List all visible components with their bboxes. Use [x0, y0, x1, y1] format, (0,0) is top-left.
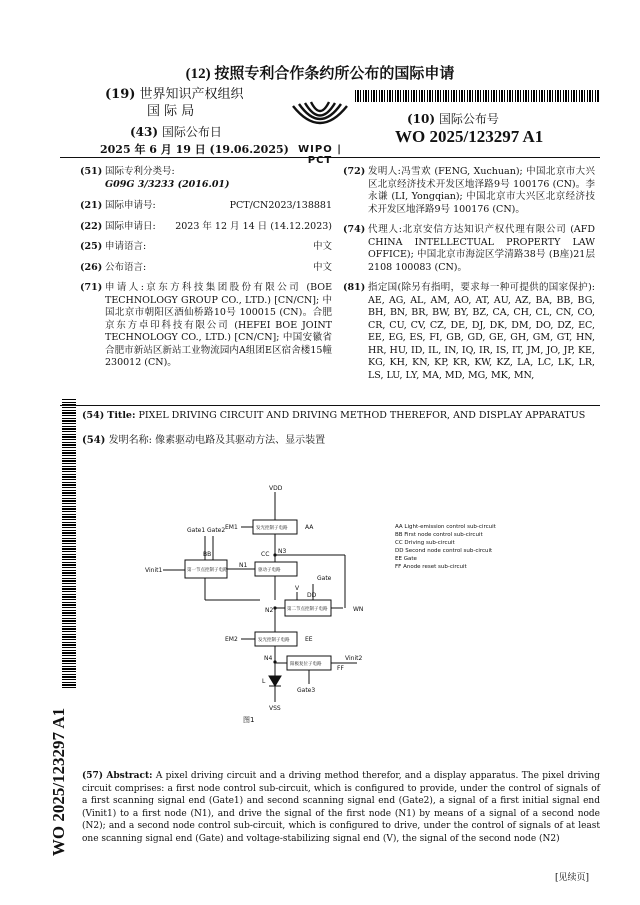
side-publication-number: WO 2025/123297 A1: [49, 707, 68, 857]
legend-ee: EE Gate: [395, 556, 417, 562]
applicant-field: (71) 申请人:京东方科技集团股份有限公司 (BOE TECHNOLOGY GROUP CO., LTD.) [CN/CN]; 中国北京市朝阳区酒仙桥路10号 100015 (CN)。合肥京东方卓印科技有限公司 (HEFEI BOE JOINT TECHNOLOGY CO., LTD.) [CN/CN]; 中国安徽省合肥市新站区新站工业物流园内A组团E区宿舍楼15幢 230012 (CN)。: [80, 282, 333, 368]
legend-bb: BB First node control sub-circuit: [395, 532, 483, 538]
label-wn: WN: [353, 606, 364, 613]
continued-marker: [见续页]: [555, 873, 590, 883]
top-barcode: [355, 90, 600, 102]
box-cc-text: 驱动子电路: [258, 568, 281, 573]
title-chinese: (54) 发明名称: 像素驱动电路及其驱动方法、显示装置: [82, 435, 326, 446]
label-dd: DD: [307, 592, 317, 599]
legend-cc: CC Driving sub-circuit: [395, 540, 455, 546]
box-aa-text: 发光控制子电路: [256, 526, 288, 531]
title-english: (54) Title: PIXEL DRIVING CIRCUIT AND DRIVING METHOD THEREFOR, AND DISPLAY APPARATUS: [82, 410, 586, 421]
label-em1: EM1: [225, 524, 238, 531]
wipo-emblem-icon: [285, 100, 355, 140]
title-divider: [60, 405, 600, 406]
document-type-heading: (12) 按照专利合作条约所公布的国际申请: [185, 66, 455, 82]
label-vdd: VDD: [269, 485, 283, 492]
label-ee: EE: [305, 636, 313, 643]
label-v: V: [295, 585, 300, 592]
legend-aa: AA Light-emission control sub-circuit: [395, 524, 496, 530]
label-vinit2: Vinit2: [345, 655, 363, 662]
box-ff-text: 阳极复位子电路: [290, 662, 322, 667]
label-gate2: Gate2: [207, 527, 226, 534]
circuit-figure: [145, 480, 605, 735]
publication-language-field: (26) 公布语言: 中文: [80, 261, 332, 273]
box-dd-text: 第二节点控制子电路: [287, 607, 328, 612]
label-l: L: [262, 678, 266, 685]
agent-field: (74) 代理人:北京安信方达知识产权代理有限公司 (AFD CHINA INTELLECTUAL PROPERTY LAW OFFICE); 中国北京市海淀区学清路38号 (B座)21层2108 100083 (CN)。: [343, 224, 596, 273]
label-n1: N1: [239, 562, 248, 569]
label-em2: EM2: [225, 636, 238, 643]
organization-block: (19) 世界知识产权组织 国 际 局: [105, 87, 244, 119]
classification-field: (51) 国际专利分类号: G09G 3/3233 (2016.01): [80, 166, 230, 190]
label-gate3: Gate3: [297, 687, 316, 694]
figure-caption: 图1: [243, 716, 255, 724]
filing-date-field: (22) 国际申请日: 2023 年 12 月 14 日 (14.12.2023): [80, 220, 332, 232]
left-bibliographic-column: [80, 166, 332, 370]
label-n4: N4: [264, 655, 273, 662]
label-n2: N2: [265, 607, 274, 614]
box-ee-text: 发光控制子电路: [258, 638, 290, 643]
abstract: (57) Abstract: A pixel driving circuit and a driving method therefor, and a display apparatus. The pixel driving circuit comprises: a first node control sub-circuit, which is configured to provide, under the control of signals of a first scanning signal end (Gate1) and second scanning signal end (Gate2), a signal of a first initial signal end (Vinit1) to a first node (N1), and drive the signal of the first node (N1) by means of a signal of a second node (N2); and a second node control sub-circuit, which is configured to drive, under the control of signals of at least one scanning signal end (Gate) and voltage-stabilizing signal end (V), the signal of the second node (N2): [82, 771, 600, 844]
wipo-logo: WIPO | PCT: [285, 100, 355, 155]
label-ff: FF: [337, 665, 344, 672]
label-n3: N3: [278, 548, 287, 555]
side-barcode: [62, 398, 76, 688]
label-bb: BB: [203, 551, 212, 558]
label-aa: AA: [305, 524, 314, 531]
filing-language-field: (25) 申请语言: 中文: [80, 241, 332, 252]
label-vss: VSS: [269, 705, 281, 712]
right-bibliographic-column: [343, 166, 595, 382]
publication-number-block: (10) 国际公布号 WO 2025/123297 A1: [395, 112, 544, 146]
application-number-field: (21) 国际申请号: PCT/CN2023/138881: [80, 200, 332, 211]
header-divider: [60, 157, 600, 158]
label-vinit1: Vinit1: [145, 567, 163, 574]
label-gate1: Gate1: [187, 527, 206, 534]
legend-dd: DD Second node control sub-circuit: [395, 548, 493, 554]
inventor-field: (72) 发明人:冯雪欢 (FENG, Xuchuan); 中国北京市大兴区北京经济技术开发区地泽路9号 100176 (CN)。李永谦 (LI, Yongqian); 中国北京市大兴区北京经济技术开发区地泽路9号 100176 (CN)。: [343, 166, 595, 215]
label-cc: CC: [261, 551, 270, 558]
designated-states-field: (81) 指定国(除另有指明，要求每一种可提供的国家保护): AE, AG, AL, AM, AO, AT, AU, AZ, BA, BB, BG, BH, BN, BR, BW, BY, BZ, CA, CH, CL, CN, CO, CR, CU, CV, CZ, DE, DJ, DK, DM, DO, DZ, EC, EE, EG, ES, FI, GB, GD, GE, GH, GM, GT, HN, HR, HU, ID, IL, IN, IQ, IR, IS, IT, JM, JO, JP, KE, KG, KH, KN, KP, KR, KW, KZ, LA, LC, LK, LR, LS, LU, LY, MA, MD, MG, MK, MN,: [343, 282, 595, 381]
legend-ff: FF Anode reset sub-circuit: [395, 564, 467, 570]
box-bb-text: 第一节点控制子电路: [187, 568, 228, 573]
label-gate: Gate: [317, 575, 332, 582]
publication-date-block: (43) 国际公布日 2025 年 6 月 19 日 (19.06.2025): [100, 125, 289, 156]
